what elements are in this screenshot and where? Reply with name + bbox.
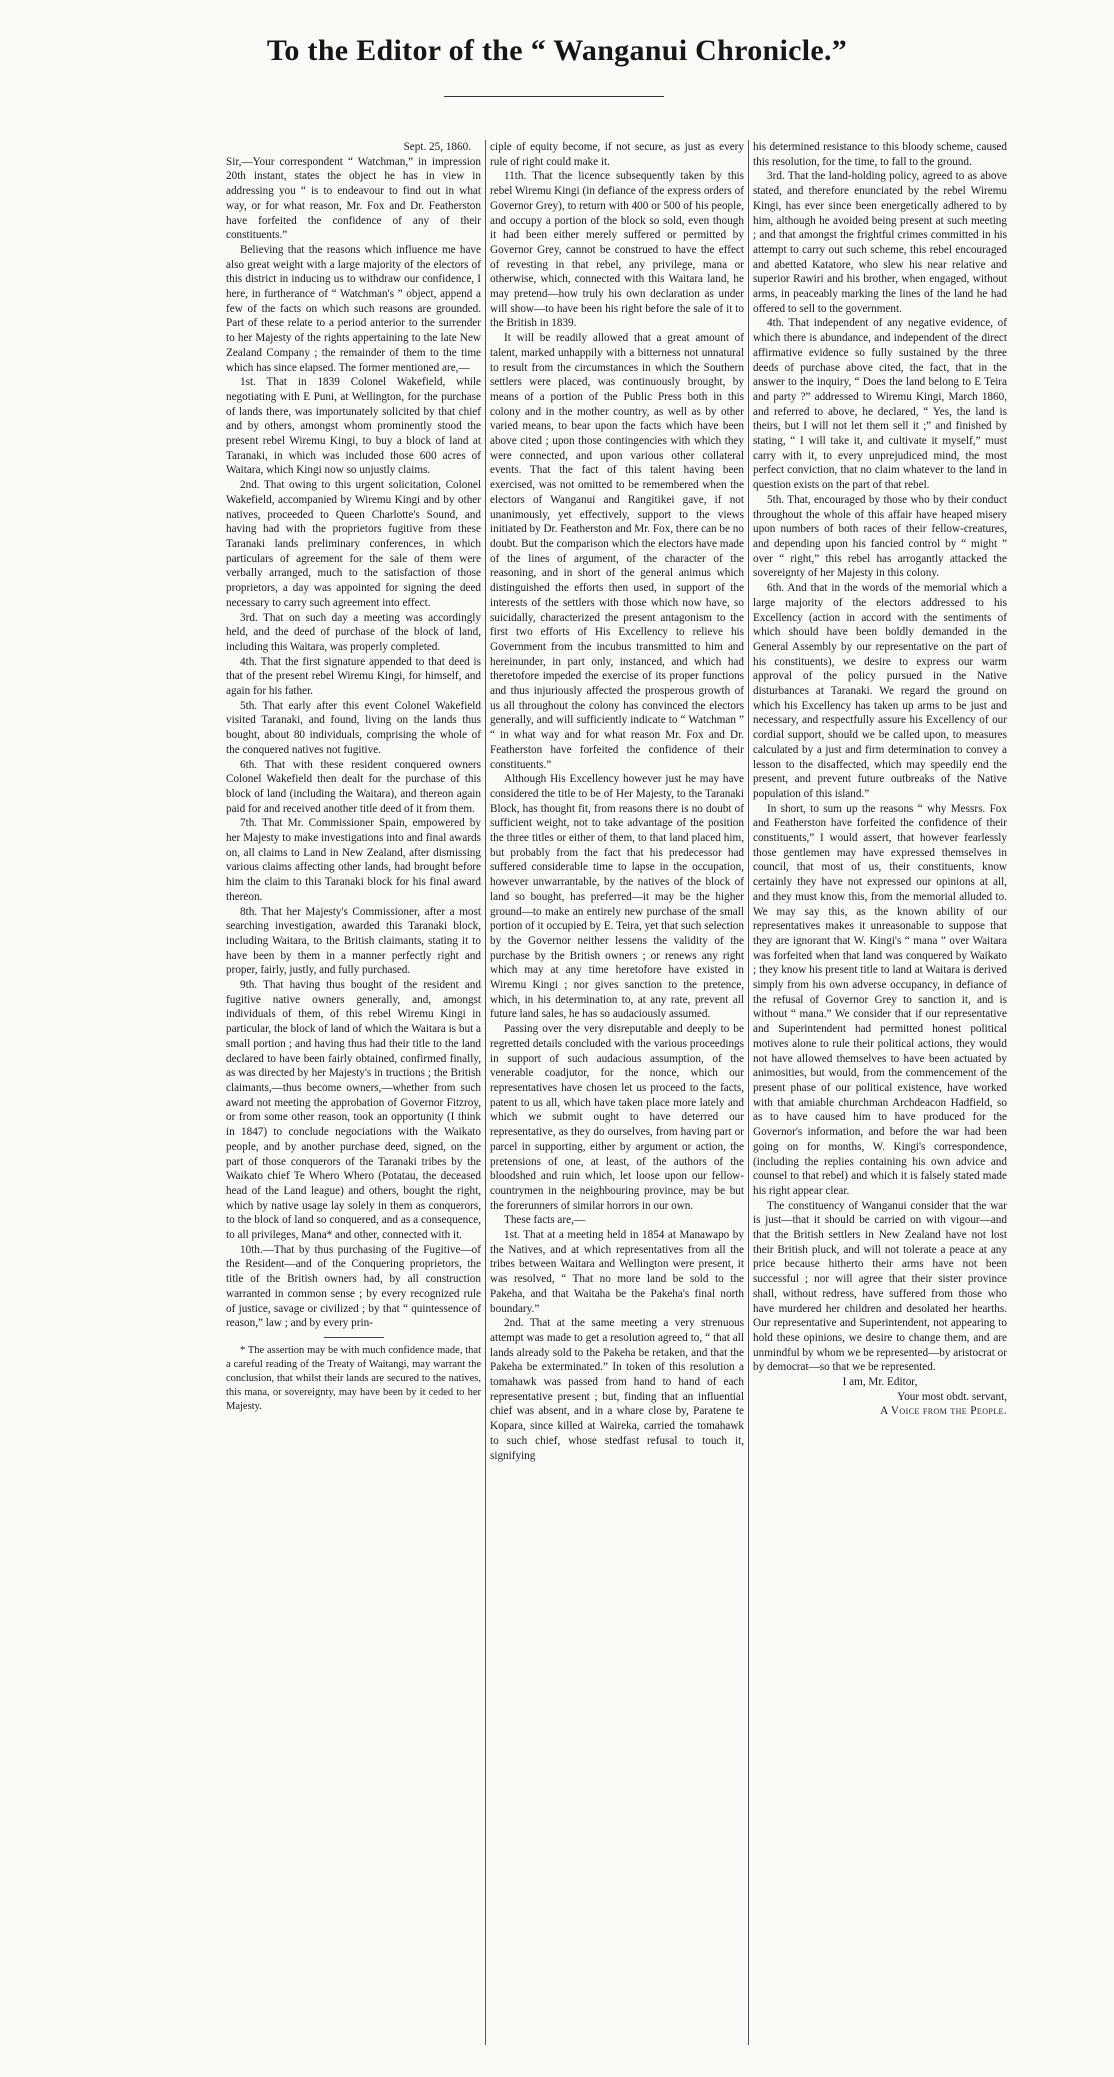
paragraph: 1st. That at a meeting held in 1854 at Manawapo by the Natives, and at which representatives from all the tribes between Waitara and Wellington were present, it was resolved, “ That no more land be sold to the Pakeha, and that Waitaha be the Pakeha's final north boundary.” [490, 1229, 744, 1315]
paragraph: The constituency of Wanganui consider that the war is just—that it should be carried on with vigour—and that the British settlers in New Zealand have not lost their British pluck, and will not tolerate a peace at any price because hitherto their arms have not been successful ; nor will agree that their sister province shall, without redress, have suffered from those who have murdered her children and desolated her hearths. Our representative and Superintendent, not appearing to hold these opinions, we desire to change them, and are unmindful by whom we be represented—by aristocrat or by democrat—so that we be represented. [753, 1199, 1007, 1374]
paragraph: Sir,—Your correspondent “ Watchman,” in impression 20th instant, states the object he has in view in addressing you “ is to endeavour to find out in what way, or for what reason, Mr. Fox and Dr. Featherston have forfeited the confidence of any of their constituents.” [226, 155, 481, 242]
closing-greeting: I am, Mr. Editor, [842, 1376, 918, 1389]
signature: A Voice from the People. [880, 1405, 1007, 1418]
paragraph: 2nd. That at the same meeting a very strenuous attempt was made to get a resolution agreed to, “ that all lands already sold to the Pakeha be retaken, and that the Pakeha be exterminated.” In token of this resolution a tomahawk was passed from hand to hand of each representative present ; but, finding that an influential chief was absent, and in a whare close by, Paratene te Kopara, since killed at Waireka, carried the tomahawk to such chief, whose stedfast refusal to touch it, signifying [490, 1317, 744, 1462]
paragraph: 1st. That in 1839 Colonel Wakefield, while negotiating with E Puni, at Wellington, for the purchase of lands there, was importunately solicited by that chief and by others, amongst whom prominently stood the present rebel Wiremu Kingi, to buy a block of land at Taranaki, in which was included those 600 acres of Waitara, which Kingi now so unjustly claims. [226, 376, 481, 477]
paragraph: 11th. That the licence subsequently taken by this rebel Wiremu Kingi (in defiance of the express orders of Governor Grey), to return with 400 or 500 of his people, and occupy a portion of the block so sold, even though it had been either merely suffered or permitted by Governor Grey, cannot be construed to have the effect of revesting in that rebel, any privilege, mana or otherwise, which, connected with this Waitara land, he may pretend—how truly his own declaration as under will show—to have been his right before the sale of it to the British in 1839. [490, 170, 744, 330]
column-3 [748, 140, 1011, 2045]
paragraph: 4th. That the first signature appended to that deed is that of the present rebel Wiremu Kingi, for himself, and again for his father. [226, 655, 481, 698]
paragraph: Passing over the very disreputable and deeply to be regretted details concluded with the various proceedings in support of such audacious assumption, of the venerable coadjutor, for the nonce, which our representatives have chosen let us proceed to the facts, patent to us all, which have taken place more lately and which we submit ought to have deterred our representative, as they do ourselves, from having part or parcel in supporting, either by argument or action, the pretensions of one, at least, of the authors of the bloodshed and ruin which, let loose upon our fellow-countrymen in the neighbouring province, may be but the forerunners of similar horrors in our own. [490, 1023, 744, 1212]
paragraph: 4th. That independent of any negative evidence, of which there is abundance, and independent of the direct affirmative evidence so fully sustained by the three deeds of purchase above cited, the fact, that in the answer to the inquiry, “ Does the land belong to E Teira and party ?” addressed to Wiremu Kingi, March 1860, and referred to above, he declared, “ Yes, the land is theirs, but I will not let them sell it ;” and finished by stating, “ I will take it, and cultivate it myself,” must carry with it, to every unprejudiced mind, the most perfect conviction, that no claim whatever to the land in question exists on the part of that rebel. [753, 317, 1007, 492]
title-rule [444, 96, 664, 97]
paragraph: Believing that the reasons which influence me have also great weight with a large majority of the electors of this district in inducing us to withdraw our confidence, I here, in furtherance of “ Watchman's ” object, append a few of the facts on which such reasons are grounded. Part of these relate to a period anterior to the surrender to her Majesty of the rights appertaining to the late New Zealand Company ; the remainder of them to the time which has since elapsed. The former mentioned are,— [226, 243, 481, 374]
paragraph: 2nd. That owing to this urgent solicitation, Colonel Wakefield, accompanied by Wiremu Kingi and by other natives, proceeded to Queen Charlotte's Sound, and having had with the proprietors fugitive from these Taranaki lands preliminary conferences, in which particulars of agreement for the sale of them were verbally arranged, much to the satisfaction of those proprietors, a day was appointed for signing the deed necessary to carry such agreement into effect. [226, 479, 481, 609]
paragraph: 3rd. That the land-holding policy, agreed to as above stated, and therefore enunciated by the rebel Wiremu Kingi, has ever since been energetically adhered to by him, although he avoided being present at such meeting ; and that amongst the frightful crimes committed in his attempt to carry out such scheme, this rebel encouraged and abetted Katatore, who slew his near relative and superior Rawiri and his brother, when engaged, without arms, in peaceably marking the lines of the land he had offered to sell to the government. [753, 170, 1007, 315]
footnote: * The assertion may be with much confidence made, that a careful reading of the Treaty of Waitangi, may warrant the conclusion, that whilst their lands are secured to the natives, this mana, or sovereignty, may have been by it ceded to her Majesty. [226, 1344, 481, 1412]
letter-columns [222, 140, 1023, 2045]
paragraph: his determined resistance to this bloody scheme, caused this resolution, for the time, to fall to the ground. [753, 141, 1007, 168]
paragraph: 9th. That having thus bought of the resident and fugitive native owners generally, and, amongst individuals of them, of this rebel Wiremu Kingi in particular, the block of land of which the Waitara is but a small portion ; and having thus had their title to the land declared to have been fairly obtained, confirmed finally, as was directed by her Majesty's in tructions ; the British claimants,—thus become owners,—whether from such award not meeting the approbation of Governor Fitzroy, or from some other reason, took an opportunity (I think in 1847) to conclude negociations with the Waikato people, and by another purchase deed, signed, on the part of those conquerors of the Taranaki tribes by the Waikato chief Te Whero Whero (Potatau, the deceased head of the Land league) and others, bought the right, which by native usage lay solely in them as conquerors, to the block of land so conquered, and as a consequence, to all privileges, Mana* and other, connected with it. [226, 979, 481, 1242]
paragraph: These facts are,— [504, 1214, 586, 1227]
paragraph: ciple of equity become, if not secure, as just as every rule of right could make it. [490, 141, 744, 168]
closing-valediction: Your most obdt. servant, [897, 1390, 1007, 1403]
paragraph: 6th. That with these resident conquered owners Colonel Wakefield then dealt for the purchase of this block of land (including the Waitara), and thereon again paid for and received another title deed of it from them. [226, 758, 481, 815]
footnote-separator [324, 1337, 384, 1338]
paragraph: 8th. That her Majesty's Commissioner, after a most searching investigation, awarded this Taranaki block, including Waitara, to the British claimants, stating it to have been by them in a manner perfectly right and proper, fairly, justly, and fully purchased. [226, 905, 481, 977]
paragraph: Although His Excellency however just he may have considered the title to be of Her Majesty, to the Taranaki Block, has thought fit, from reasons there is no doubt of sufficient weight, not to take advantage of the position the three titles or either of them, to that land placed him, but probably from the fact that his predecessor had suffered considerable time to lapse in the occupation, however unwarrantable, by the natives of the block of land so bought, has preferred—it may be the higher ground—to make an entirely new purchase of the small portion of it occupied by E. Teira, yet that such selection by the Governor neither lessens the validity of the purchase by the British owners ; or renews any right which may at any time heretofore have existed in Wiremu Kingi ; nor gives sanction to the pretence, which, in his determination to, at any rate, prevent all future land sales, he has so audaciously assumed. [490, 773, 744, 1021]
column-1 [222, 140, 485, 2045]
paragraph: In short, to sum up the reasons “ why Messrs. Fox and Featherston have forfeited the confidence of their constituents,” I would assert, that however fearlessly those gentlemen may have expressed themselves in council, that most of us, their constituents, know certainly they have not expressed our opinions at all, and they must know this, from the memorial alluded to. We may say this, as the known ability of our representatives makes it unreasonable to suppose that they are ignorant that W. Kingi's “ mana ” over Waitara was forfeited when that land was conquered by Waikato ; they know his present title to land at Waitara is derived simply from his own adverse occupancy, in defiance of the refusal of Governor Grey to sanction it, and is without “ mana.” We consider that if our representative and Superintendent had permitted honest political motives alone to rule their political actions, they would not have allowed themselves to have been actuated by animosities, but would, from the commencement of the present phase of our political existence, have worked with that amiable churchman Archdeacon Hadfield, so as to have caused him to have produced for the Governor's information, and before the war had been going on for months, W. Kingi's correspondence, (including the replies containing his own advice and counsel to that rebel) and which it is falsely stated made his right appear clear. [753, 802, 1007, 1197]
paragraph: It will be readily allowed that a great amount of talent, marked unhappily with a bitterness not unnatural to result from the circumstances in which the Southern settlers were placed, was continuously brought, by means of a portion of the Public Press both in this colony and in the mother country, as well as by other varied means, to bear upon the facts which have been above cited ; upon those contingencies with which they were connected, and upon various other collateral events. That the fact of this talent having been exercised, was not omitted to be remembered when the electors of Wanganui and Rangitikei gave, if not unanimously, yet effectively, support to the views initiated by Dr. Featherston and Mr. Fox, there can be no doubt. But the comparison which the electors have made of the lines of argument, of the character of the reasoning, and in short of the general animus which distinguished the efforts then used, in support of the interests of the settlers with those which now have, so suicidally, characterized the present antagonism to the first two efforts of His Excellency to relieve his Government from the incubus transmitted to him and hereinunder, in part only, instanced, and which had theretofore impeded the exercise of its proper functions and thus injuriously affected the prosperous growth of us all throughout the colony has convinced the electors generally, and will sufficiently indicate to “ Watchman ” “ in what way and for what reason Mr. Fox and Dr. Featherston have forfeited the confidence of their constituents.” [490, 332, 744, 771]
paragraph: 10th.—That by thus purchasing of the Fugitive—of the Resident—and of the Conquering proprietors, the title of the British owners had, by all construction warranted in common sense ; by every recognized rule of justice, savage or civilized ; by that “ quintessence of reason,” law ; and by every prin- [226, 1243, 481, 1330]
dateline: Sept. 25, 1860. [403, 141, 471, 153]
signature-block [753, 1375, 1007, 1419]
paragraph: 3rd. That on such day a meeting was accordingly held, and the deed of purchase of the block of land, including this Waitara, was properly completed. [226, 611, 481, 653]
paragraph: 6th. And that in the words of the memorial which a large majority of the electors addressed to his Excellency (action in accord with the sentiments of which should have been boldly demanded in the General Assembly by our representative on the part of his constituents), we desire to express our warm approval of the policy pursued in the Native disturbances at Taranaki. We regard the ground on which his Excellency has taken up arms to be just and necessary, and respectfully assure his Excellency of our cordial support, should we be called upon, to measures calculated by a just and firm determination to convey a lesson to the disaffected, which may speedily end the present, and prevent future outbreaks of the Native population of this island.” [753, 582, 1007, 800]
paragraph: 5th. That early after this event Colonel Wakefield visited Taranaki, and found, living on the lands thus bought, about 80 individuals, comprising the whole of the conquered natives not fugitive. [226, 699, 481, 756]
paragraph: 5th. That, encouraged by those who by their conduct throughout the whole of this affair have heaped misery upon numbers of both races of their fellow-creatures, and depending upon his fancied control by “ might ” over “ right,” this rebel has arrogantly attacked the sovereignty of her Majesty in this colony. [753, 493, 1007, 580]
column-2 [485, 140, 748, 2045]
paragraph: 7th. That Mr. Commissioner Spain, empowered by her Majesty to make investigations into and final awards on, all claims to Land in New Zealand, after dismissing various claims affecting other lands, had brought before him the claim to this Taranaki block for his final award thereon. [226, 817, 481, 903]
page-title: To the Editor of the “ Wanganui Chronicle.” [266, 34, 848, 67]
